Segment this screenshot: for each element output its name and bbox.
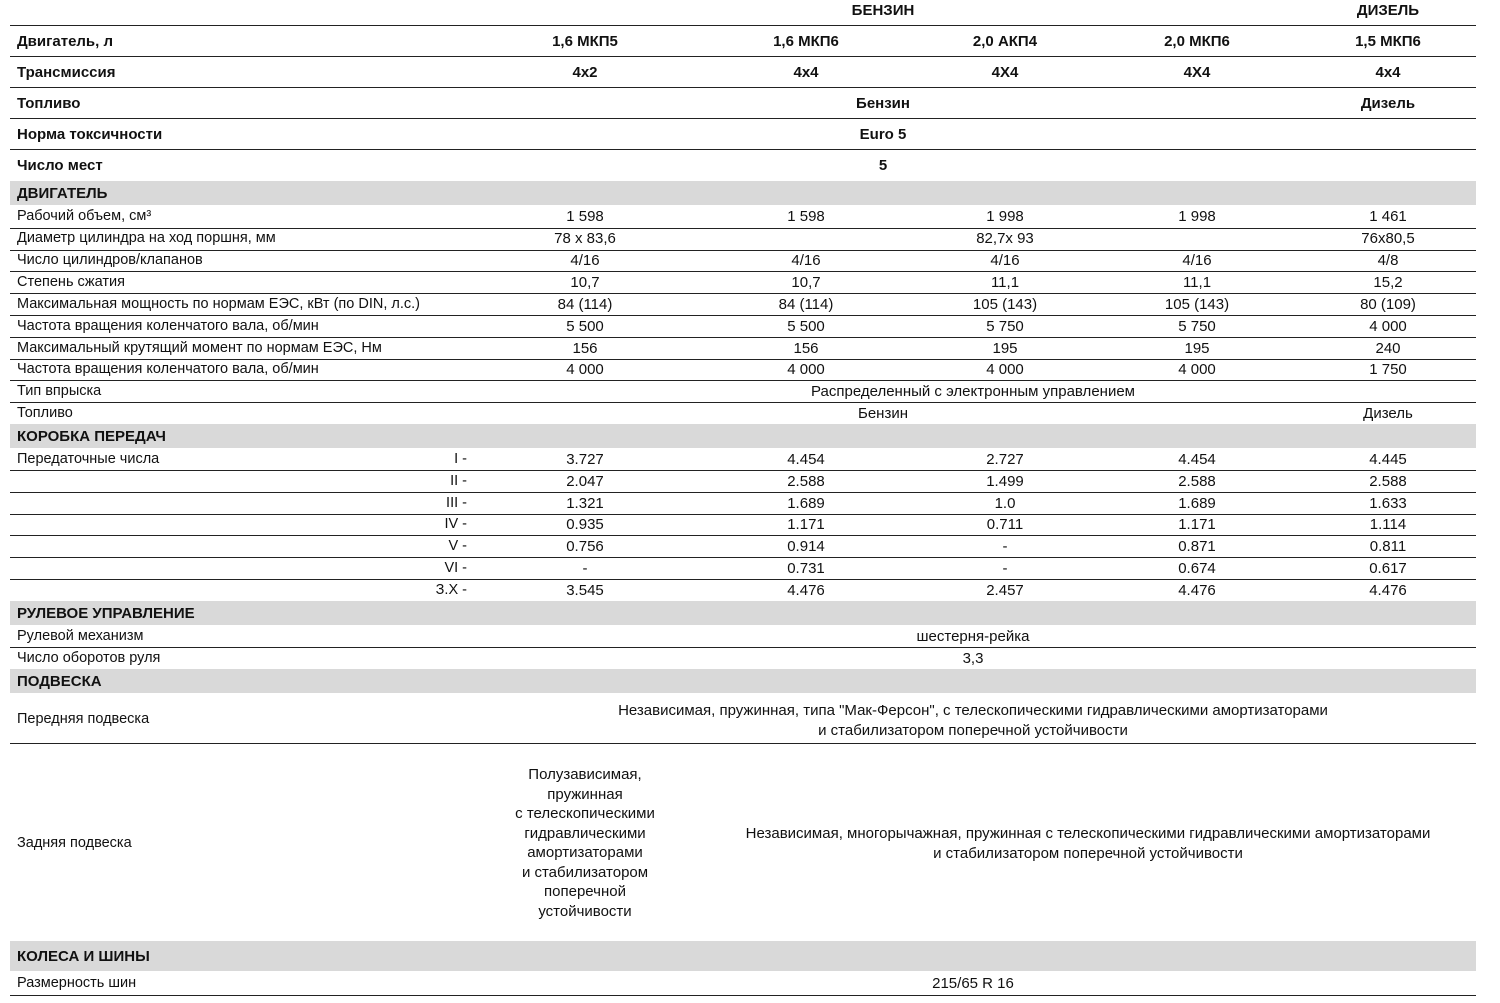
row-label-fuel: Топливо: [17, 95, 81, 112]
compression-col-3: 11,1: [990, 274, 1020, 291]
row-label-transmission: Трансмиссия: [17, 64, 116, 81]
steering-mechanism-value: шестерня-рейка: [916, 628, 1030, 645]
rpm2-col-5: 1 750: [1369, 361, 1407, 378]
transmission-col-1: 4x2: [572, 64, 598, 81]
cyl-col-3: 4/16: [990, 252, 1020, 269]
gear-ratio-cell: 3.727: [566, 451, 604, 468]
injection-value: Распределенный с электронным управлением: [811, 383, 1135, 400]
rule: [10, 337, 1476, 338]
gear-ratio-cell: 1.171: [1178, 516, 1216, 533]
emission-value: Euro 5: [859, 126, 907, 143]
row-label-displacement: Рабочий объем, см³: [17, 208, 152, 224]
power-col-1: 84 (114): [557, 296, 613, 313]
section-title-gearbox: КОРОБКА ПЕРЕДАЧ: [17, 428, 166, 445]
gear-ratio-cell: 1.171: [787, 516, 825, 533]
gear-ratio-cell: 4.476: [787, 582, 825, 599]
gear-ratio-cell: 3.545: [566, 582, 604, 599]
rule: [10, 557, 1476, 558]
gear-ratio-cell: 4.476: [1178, 582, 1216, 599]
row-label-front-suspension: Передняя подвеска: [17, 711, 150, 727]
gear-ratio-cell: 1.0: [994, 495, 1016, 512]
compression-col-4: 11,1: [1182, 274, 1212, 291]
rear-suspension-line: с телескопическими: [515, 805, 655, 822]
front-suspension-value: [560, 701, 1386, 740]
transmission-col-3: 4X4: [991, 64, 1019, 81]
front-suspension-line: и стабилизатором поперечной устойчивости: [818, 721, 1128, 739]
bore-col-5: 76x80,5: [1361, 230, 1415, 247]
cyl-col-5: 4/8: [1377, 252, 1399, 269]
rule: [10, 250, 1476, 251]
row-label-gear-ratios: Передаточные числа: [17, 451, 160, 467]
row-label-rear-suspension: Задняя подвеска: [17, 835, 132, 851]
gear-ratio-cell: 4.454: [1178, 451, 1216, 468]
section-band: [10, 941, 1476, 971]
power-col-3: 105 (143): [972, 296, 1038, 313]
rule: [10, 402, 1476, 403]
gear-ratio-cell: 2.588: [787, 473, 825, 490]
rpm2-col-3: 4 000: [986, 361, 1024, 378]
rule: [10, 535, 1476, 536]
power-col-4: 105 (143): [1164, 296, 1230, 313]
gear-ratio-cell: 4.476: [1369, 582, 1407, 599]
rule: [10, 87, 1476, 88]
rpm1-col-5: 4 000: [1369, 318, 1407, 335]
rule: [10, 56, 1476, 57]
gear-ratio-cell: 0.811: [1369, 538, 1407, 555]
rule: [10, 293, 1476, 294]
engine-col-3: 2,0 АКП4: [972, 33, 1038, 50]
gear-ratio-cell: -: [582, 560, 588, 577]
rule: [10, 359, 1476, 360]
section-band: [10, 181, 1476, 205]
rule: [10, 228, 1476, 229]
compression-col-2: 10,7: [791, 274, 821, 291]
torque-col-3: 195: [992, 340, 1018, 357]
section-band: [10, 601, 1476, 625]
rule: [10, 380, 1476, 381]
rule: [10, 492, 1476, 493]
gear-ratio-cell: 2.457: [986, 582, 1024, 599]
displacement-col-2: 1 598: [787, 208, 825, 225]
steering-turns-value: 3,3: [962, 650, 984, 667]
rule: [10, 315, 1476, 316]
seats-value: 5: [878, 157, 888, 174]
gear-ratio-cell: 2.588: [1178, 473, 1216, 490]
section-band: [10, 669, 1476, 693]
gear-ratio-cell: 1.633: [1369, 495, 1407, 512]
power-col-2: 84 (114): [778, 296, 834, 313]
gear-ratio-cell: 0.711: [986, 516, 1024, 533]
row-label-steering-mechanism: Рулевой механизм: [17, 628, 144, 644]
rule: [10, 743, 1476, 744]
power-col-5: 80 (109): [1360, 296, 1416, 313]
gear-ratio-cell: 0.674: [1178, 560, 1216, 577]
row-label-tire-size: Размерность шин: [17, 975, 137, 991]
gear-ratio-cell: 4.445: [1369, 451, 1407, 468]
rule: [10, 25, 1476, 26]
cyl-col-1: 4/16: [570, 252, 600, 269]
rear-suspension-line: гидравлическими: [524, 824, 646, 842]
compression-col-1: 10,7: [570, 274, 600, 291]
gear-ratio-cell: 1.499: [986, 473, 1024, 490]
displacement-col-1: 1 598: [566, 208, 604, 225]
gear-label: I -: [454, 451, 467, 467]
rpm2-col-2: 4 000: [787, 361, 825, 378]
fuel-petrol: Бензин: [856, 95, 910, 112]
row-label-cylinders: Число цилиндров/клапанов: [17, 252, 203, 268]
row-label-injection: Тип впрыска: [17, 383, 102, 399]
gear-ratio-cell: 4.454: [787, 451, 825, 468]
rpm1-col-1: 5 500: [566, 318, 604, 335]
row-label-torque: Максимальный крутящий момент по нормам ЕЭС, Нм: [17, 340, 382, 356]
row-label-engine-fuel: Топливо: [17, 405, 73, 421]
row-label-power: Максимальная мощность по нормам ЕЭС, кВт (по DIN, л.с.): [17, 296, 421, 312]
engine-col-1: 1,6 МКП5: [552, 33, 618, 50]
front-suspension-line: Независимая, пружинная, типа "Мак-Ферсон", с телескопическими гидравлическими амортизаторами: [618, 702, 1328, 719]
rear-suspension-line: Полузависимая,: [528, 766, 642, 783]
transmission-col-2: 4x4: [793, 64, 819, 81]
gear-ratio-cell: -: [1002, 538, 1008, 555]
gear-ratio-cell: 2.727: [986, 451, 1024, 468]
displacement-col-5: 1 461: [1369, 208, 1407, 225]
row-label-rpm-power: Частота вращения коленчатого вала, об/мин: [17, 318, 319, 334]
gear-label: V -: [448, 538, 467, 554]
rule: [10, 118, 1476, 119]
row-label-compression: Степень сжатия: [17, 274, 125, 290]
torque-col-5: 240: [1375, 340, 1401, 357]
cyl-col-4: 4/16: [1182, 252, 1212, 269]
gear-label: VI -: [444, 560, 467, 576]
rear-suspension-line: устойчивости: [538, 902, 632, 920]
row-label-bore: Диаметр цилиндра на ход поршня, мм: [17, 230, 276, 246]
section-band: [10, 424, 1476, 448]
section-title-engine: ДВИГАТЕЛЬ: [17, 185, 108, 202]
rule: [10, 995, 1476, 996]
tire-size-value: 215/65 R 16: [932, 975, 1014, 992]
gear-label: II -: [450, 473, 467, 489]
rule: [10, 271, 1476, 272]
row-label-rpm-torque: Частота вращения коленчатого вала, об/мин: [17, 361, 319, 377]
engine-col-5: 1,5 МКП6: [1355, 33, 1421, 50]
bore-col-mid: 82,7x 93: [976, 230, 1034, 247]
rule: [10, 579, 1476, 580]
gear-ratio-cell: 1.321: [566, 495, 604, 512]
engine-col-4: 2,0 МКП6: [1164, 33, 1230, 50]
group-petrol: БЕНЗИН: [851, 2, 915, 19]
section-title-steering: РУЛЕВОЕ УПРАВЛЕНИЕ: [17, 605, 195, 622]
gear-ratio-cell: -: [1002, 560, 1008, 577]
displacement-col-3: 1 998: [986, 208, 1024, 225]
rpm2-col-1: 4 000: [566, 361, 604, 378]
gear-ratio-cell: 1.114: [1369, 516, 1407, 533]
fuel-diesel: Дизель: [1360, 95, 1416, 112]
gear-ratio-cell: 0.731: [787, 560, 825, 577]
section-title-suspension: ПОДВЕСКА: [17, 673, 102, 690]
gear-ratio-cell: 0.617: [1369, 560, 1407, 577]
gear-ratio-cell: 0.756: [566, 538, 604, 555]
engine-col-2: 1,6 МКП6: [773, 33, 839, 50]
transmission-col-5: 4x4: [1375, 64, 1401, 81]
gear-label: IV -: [444, 516, 467, 532]
rear-suspension-others-line: и стабилизатором поперечной устойчивости: [933, 844, 1243, 862]
row-label-engine: Двигатель, л: [17, 33, 114, 50]
displacement-col-4: 1 998: [1178, 208, 1216, 225]
cyl-col-2: 4/16: [791, 252, 821, 269]
gear-ratio-cell: 0.914: [787, 538, 825, 555]
rule: [10, 647, 1476, 648]
rear-suspension-line: пружинная: [547, 785, 623, 803]
transmission-col-4: 4X4: [1183, 64, 1211, 81]
rear-suspension-line: амортизаторами: [527, 844, 643, 861]
rule: [10, 149, 1476, 150]
rear-suspension-line: и стабилизатором: [521, 863, 649, 881]
gear-ratio-cell: 2.588: [1369, 473, 1407, 490]
gear-label: III -: [446, 495, 467, 511]
rear-suspension-others: [700, 824, 1476, 863]
section-title-wheels: КОЛЕСА И ШИНЫ: [17, 948, 150, 965]
rpm1-col-4: 5 750: [1178, 318, 1216, 335]
rule: [10, 514, 1476, 515]
torque-col-4: 195: [1184, 340, 1210, 357]
row-label-seats: Число мест: [17, 157, 103, 174]
engine-fuel-petrol: Бензин: [857, 405, 908, 422]
rear-suspension-col-1: [490, 765, 680, 921]
torque-col-2: 156: [793, 340, 819, 357]
rule: [10, 470, 1476, 471]
bore-col-1: 78 x 83,6: [554, 230, 616, 247]
compression-col-5: 15,2: [1373, 274, 1403, 291]
rpm1-col-2: 5 500: [787, 318, 825, 335]
rpm1-col-3: 5 750: [986, 318, 1024, 335]
rpm2-col-4: 4 000: [1178, 361, 1216, 378]
row-label-emission: Норма токсичности: [17, 126, 163, 143]
gear-ratio-cell: 2.047: [566, 473, 604, 490]
gear-label: З.Х -: [435, 582, 467, 598]
gear-ratio-cell: 0.871: [1178, 538, 1216, 555]
torque-col-1: 156: [572, 340, 598, 357]
rear-suspension-others-line: Независимая, многорычажная, пружинная с телескопическими гидравлическими амортизаторами: [745, 825, 1431, 842]
engine-fuel-diesel: Дизель: [1363, 405, 1413, 422]
gear-ratio-cell: 1.689: [787, 495, 825, 512]
gear-ratio-cell: 1.689: [1178, 495, 1216, 512]
group-diesel: ДИЗЕЛЬ: [1356, 2, 1420, 19]
gear-ratio-cell: 0.935: [566, 516, 604, 533]
row-label-steering-turns: Число оборотов руля: [17, 650, 161, 666]
rear-suspension-line: поперечной: [544, 883, 626, 900]
